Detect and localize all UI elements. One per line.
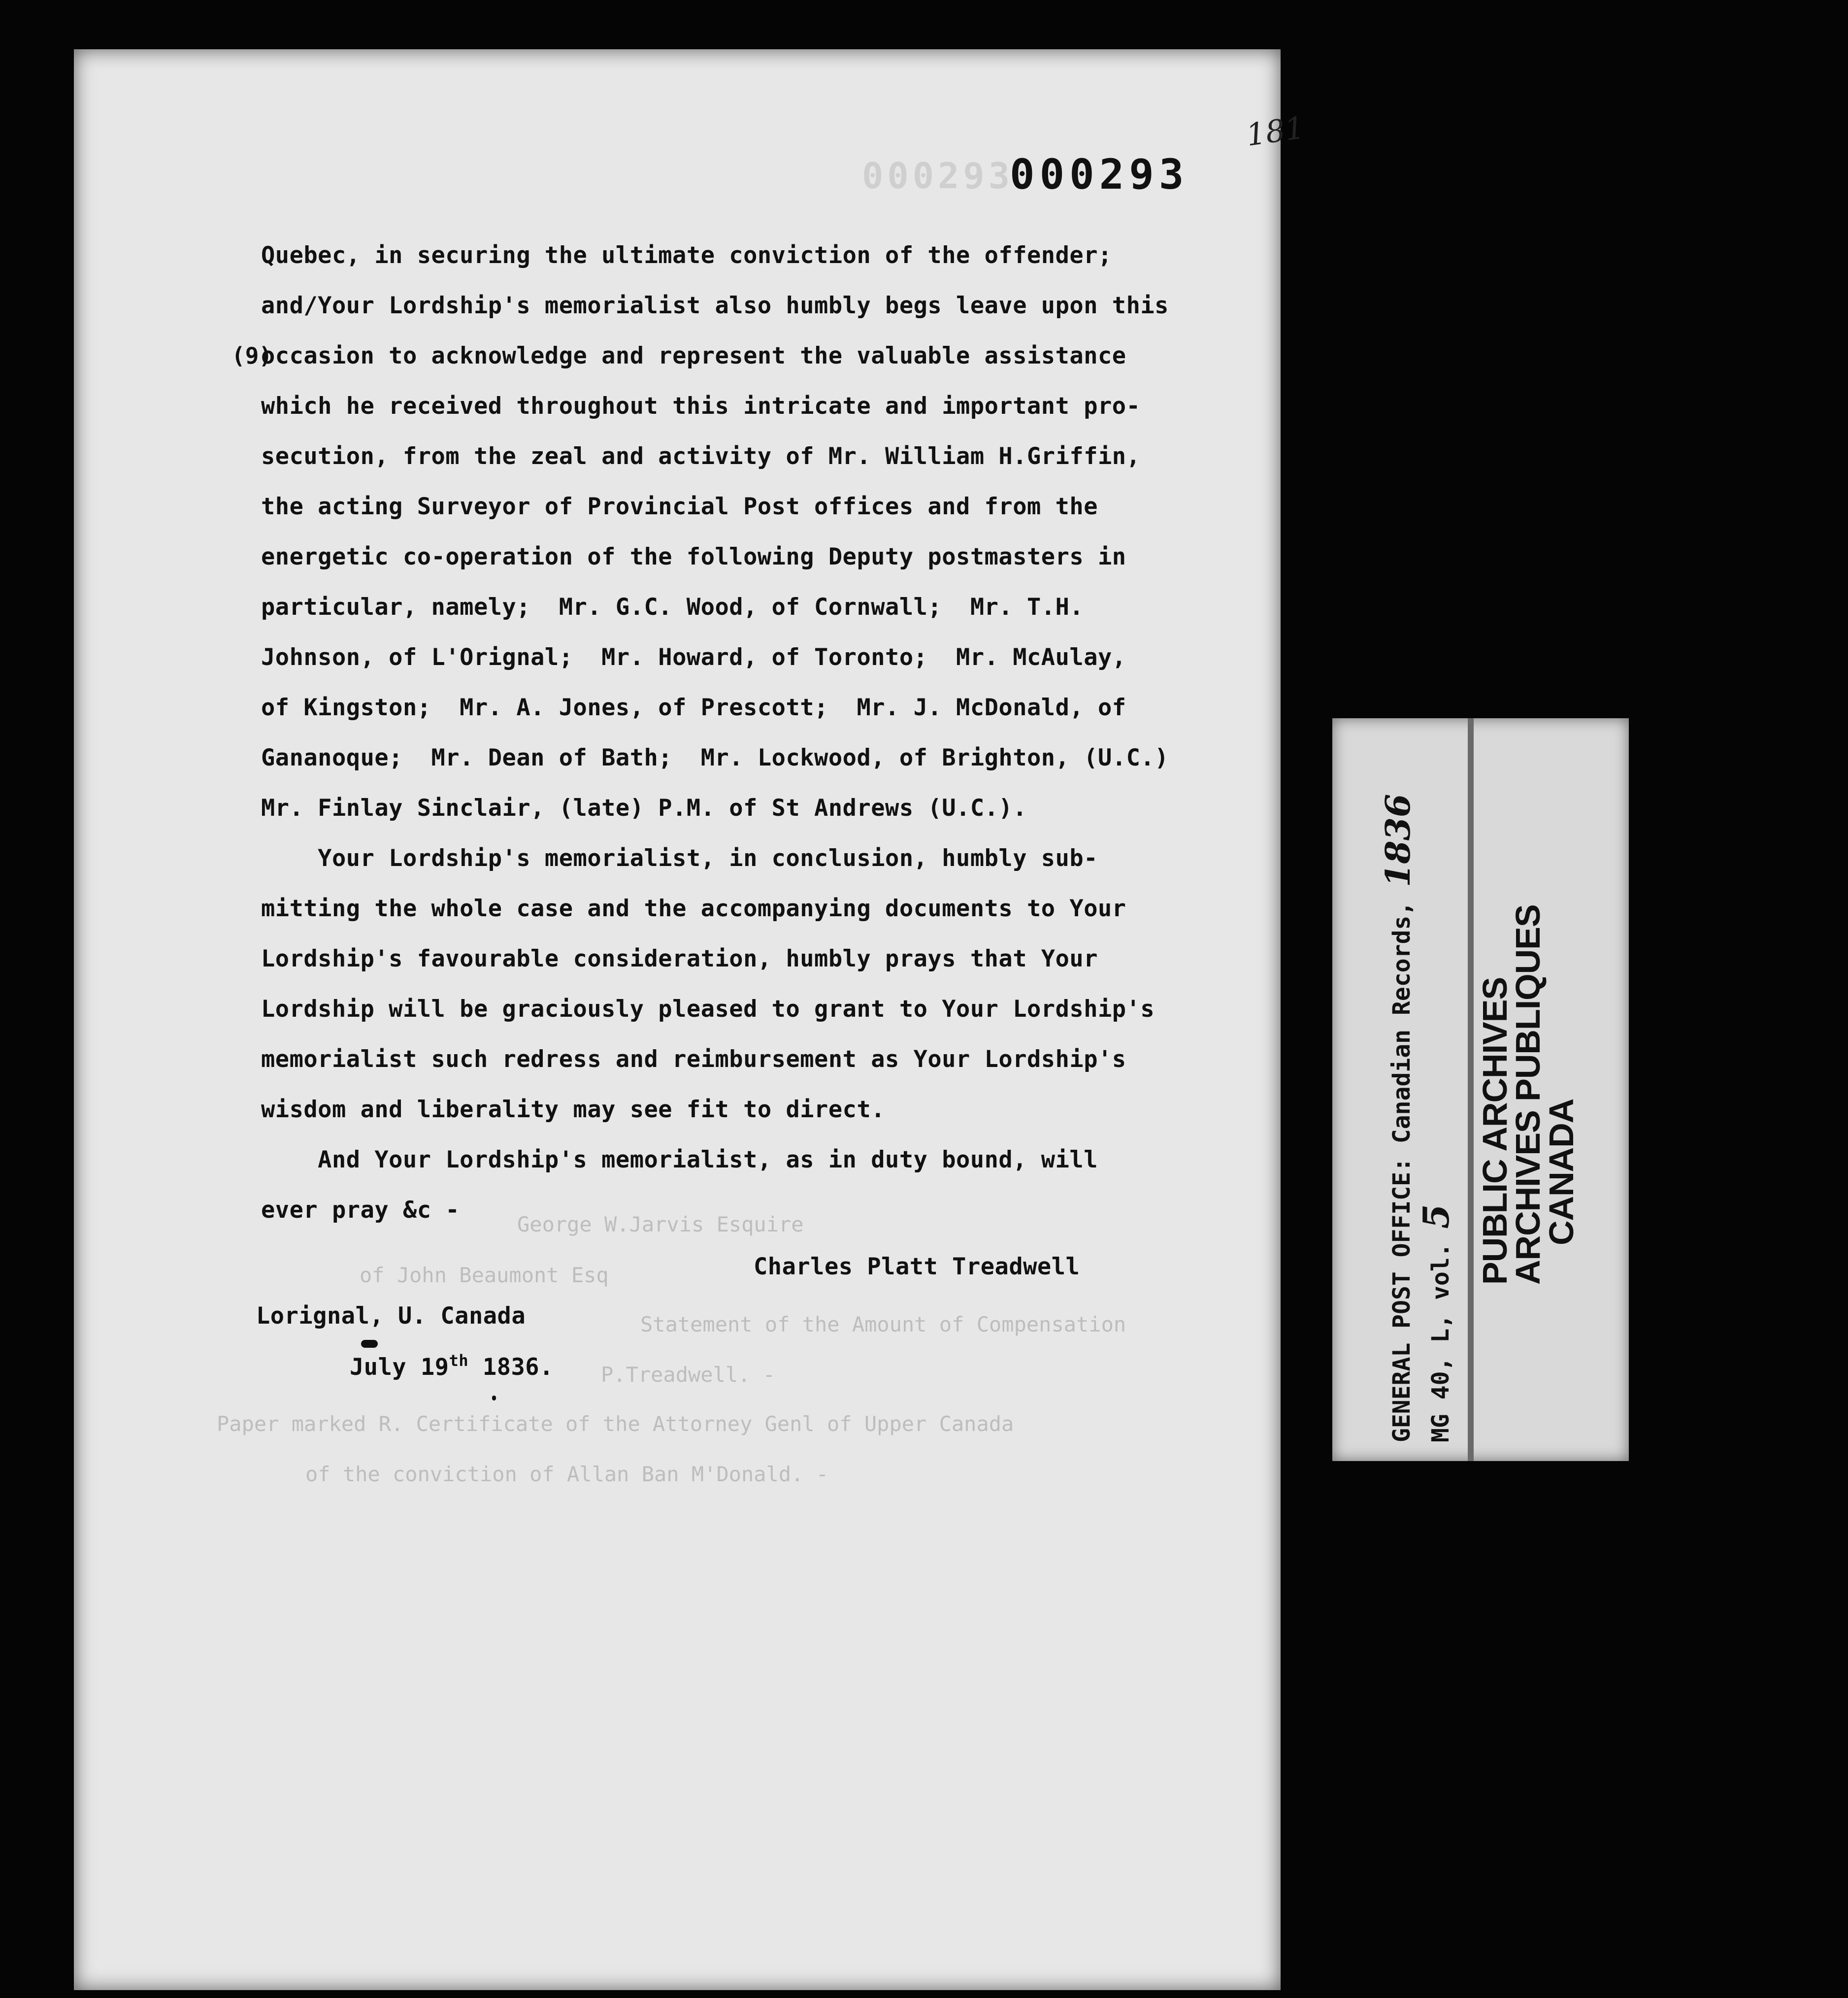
body-line: And Your Lordship's memorialist, as in duty bound, will — [261, 1146, 1098, 1173]
body-line: occasion to acknowledge and represent the valuable assistance — [261, 342, 1126, 369]
body-line: mitting the whole case and the accompanying documents to Your — [261, 895, 1126, 922]
body-line: Your Lordship's memorialist, in conclusion, humbly sub- — [261, 845, 1098, 872]
signature-name: Charles Platt Treadwell — [754, 1253, 1080, 1280]
margin-marker: (9) — [231, 342, 273, 369]
body-line: secution, from the zeal and activity of Mr. William H.Griffin, — [261, 443, 1141, 470]
body-line: memorialist such redress and reimbursement as Your Lordship's — [261, 1046, 1126, 1073]
place-line: Lorignal, U. Canada — [256, 1302, 526, 1330]
reference-volume: 5 — [1415, 1204, 1457, 1229]
ink-dot — [492, 1396, 496, 1400]
body-line: wisdom and liberality may see fit to direct. — [261, 1096, 886, 1123]
date-year: 1836. — [482, 1354, 554, 1381]
body-line: and/Your Lordship's memorialist also humbly begs leave upon this — [261, 292, 1169, 319]
archive-name-english: PUBLIC ARCHIVES — [1476, 977, 1514, 1285]
archive-name-french: ARCHIVES PUBLIQUES — [1509, 904, 1547, 1285]
bleed-through-line: George W.Jarvis Esquire — [517, 1212, 804, 1236]
body-line: of Kingston; Mr. A. Jones, of Prescott; Mr. J. McDonald, of — [261, 694, 1126, 721]
document-stamp-number: 000293 — [1010, 150, 1189, 199]
body-line: Mr. Finlay Sinclair, (late) P.M. of St Andrews (U.C.). — [261, 795, 1027, 822]
body-line: Lordship's favourable consideration, humbly prays that Your — [261, 945, 1098, 972]
body-line: the acting Surveyor of Provincial Post offices and from the — [261, 493, 1098, 520]
body-line: Johnson, of L'Orignal; Mr. Howard, of Toronto; Mr. McAulay, — [261, 644, 1126, 671]
ink-blot — [361, 1340, 378, 1348]
archive-country: CANADA — [1542, 1099, 1581, 1245]
faded-stamp-impression: 000293 — [862, 155, 1014, 197]
bleed-through-line: Statement of the Amount of Compensation — [640, 1312, 1126, 1336]
body-line: Lordship will be graciously pleased to grant to Your Lordship's — [261, 996, 1155, 1023]
body-line: which he received throughout this intricate and important pro- — [261, 393, 1141, 420]
bleed-through-line: P.Treadwell. - — [601, 1363, 776, 1387]
folio-number: 181 — [1244, 109, 1307, 153]
date-line — [350, 1351, 554, 1381]
reference-line-2: MG 40, L, vol. 5 — [1415, 1204, 1457, 1442]
label-divider — [1468, 718, 1474, 1461]
date-month: July 19 — [350, 1354, 449, 1381]
bleed-through-line: of John Beaumont Esq — [360, 1263, 609, 1287]
reference-line-1: GENERAL POST OFFICE: Canadian Records, 1836 — [1379, 794, 1418, 1442]
body-line: Quebec, in securing the ultimate conviction of the offender; — [261, 242, 1112, 269]
body-line: energetic co-operation of the following Deputy postmasters in — [261, 543, 1126, 570]
document-page — [74, 49, 1307, 1990]
body-line: Gananoque; Mr. Dean of Bath; Mr. Lockwood, of Brighton, (U.C.) — [261, 744, 1169, 771]
body-line: ever pray &c - — [261, 1197, 460, 1224]
archive-reference-label — [1332, 718, 1629, 1461]
bleed-through-line: of the conviction of Allan Ban M'Donald. - — [305, 1462, 829, 1486]
date-ordinal: th — [449, 1351, 469, 1370]
bleed-through-line: Paper marked R. Certificate of the Attorney Genl of Upper Canada — [217, 1412, 1014, 1436]
reference-year: 1836 — [1379, 794, 1418, 887]
body-line: particular, namely; Mr. G.C. Wood, of Cornwall; Mr. T.H. — [261, 594, 1084, 621]
